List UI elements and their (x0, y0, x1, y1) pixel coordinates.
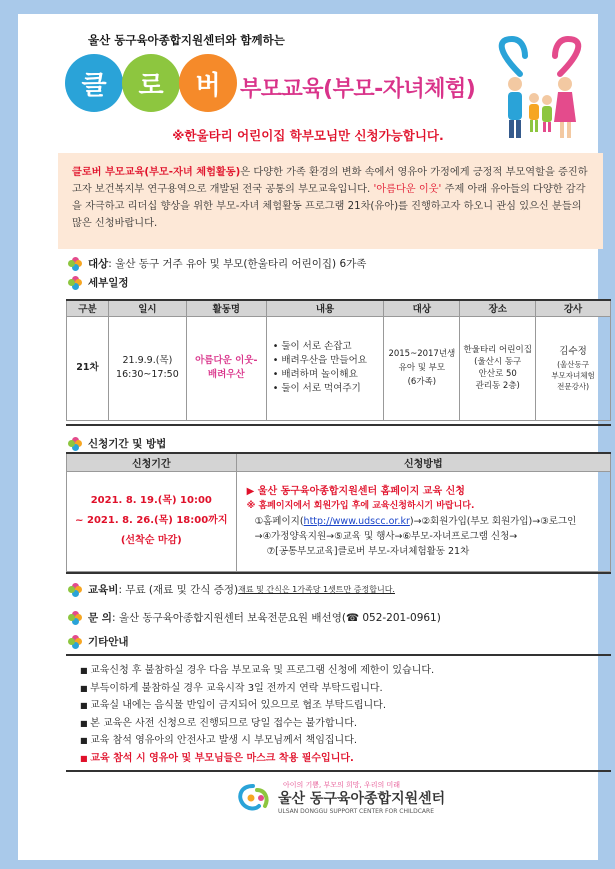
step-text: ①홈페이지( (254, 515, 304, 527)
list-item: ■ 교육실 내에는 음식물 반입이 금지되어 있으므로 협조 부탁드립니다. (80, 697, 610, 715)
list-item: ■ 교육신청 후 불참하실 경우 다음 부모교육 및 프로그램 신청에 제한이 있습니다. (80, 662, 610, 680)
list-item: • 배려하며 놀이해요 (273, 368, 384, 382)
activity-cell (186, 316, 266, 420)
col-header: 활동명 (186, 300, 266, 316)
intro-text-2: 주제 아래 유아들의 다양한 감각을 자극하고 리더십 향상을 위한 부모-자녀 체험활동 프로그램 21차(유아)를 진행하고자 하오니 관심 있으신 분들의 많은 신청바랍니다. (72, 184, 586, 229)
col-header: 강사 (536, 300, 611, 316)
target-line (68, 256, 366, 271)
date-text: 21.9.9.(목) (122, 355, 173, 366)
footer-logo (223, 780, 463, 820)
list-item: ■ 교육 참석 시 영유아 및 부모님들은 마스크 착용 필수입니다. (80, 750, 610, 768)
intro-theme: '아름다운 이웃' (373, 184, 442, 195)
method-step-2: →④가정양육지원→⑤교육 및 행사→⑥부모-자녀프로그램 신청→ (254, 530, 518, 542)
intro-lead: 클로버 부모교육(부모-자녀 체험활동) (72, 167, 241, 178)
method-note: ※ 홈페이지에서 회원가입 후에 교육신청하시기 바랍니다. (246, 500, 475, 511)
place-line-3: 안산로 50 (478, 369, 517, 379)
etc-heading (68, 634, 129, 649)
table-row (67, 471, 611, 571)
etc-bottom-rule (66, 770, 611, 772)
target-line-2: 유아 및 부모 (398, 363, 446, 373)
fee-line (68, 582, 395, 597)
apply-bottom-rule (66, 572, 611, 574)
method-step-1 (247, 514, 600, 529)
header-subtitle: 울산 동구육아종합지원센터와 함께하는 (88, 33, 285, 47)
footer-tagline: 아이의 기쁨, 부모의 희망, 우리의 미래 (283, 781, 401, 789)
period-start: 2021. 8. 19.(목) 10:00 (90, 495, 212, 506)
step-text: )→②회원가입(부모 회원가입)→③로그인 (409, 515, 577, 527)
eligibility-notice: ※한울타리 어린이집 학부모님만 신청가능합니다. (172, 128, 444, 143)
col-header: 장소 (460, 300, 536, 316)
footer-english-name: ULSAN DONGGU SUPPORT CENTER FOR CHILDCARE (278, 808, 434, 815)
flyer-page (18, 14, 598, 860)
contact-line (68, 610, 441, 625)
place-line-2: (울산시 동구 (474, 357, 522, 367)
etc-label: 기타안내 (88, 636, 129, 648)
method-cell (236, 471, 610, 571)
instructor-sub-2: 부모자녀체험 (551, 370, 595, 380)
place-line-1: 한울타리 어린이집 (463, 345, 532, 355)
col-header: 신청기간 (67, 453, 237, 471)
datetime-cell (108, 316, 186, 420)
contact-label: 문 의 (88, 612, 112, 624)
center-logo-icon (233, 782, 273, 816)
clover-circle-2: 로 (122, 54, 180, 112)
flower-bullet-icon (68, 276, 82, 290)
place-line-4: 관리동 2층) (475, 381, 520, 391)
col-header: 신청방법 (236, 453, 610, 471)
schedule-header-row (67, 300, 611, 316)
flower-bullet-icon (68, 635, 82, 649)
col-header: 일시 (108, 300, 186, 316)
period-end: ~ 2021. 8. 26.(목) 18:00까지 (75, 515, 228, 526)
list-item: • 둘이 서로 먹여주기 (273, 382, 384, 396)
fee-label: 교육비 (88, 584, 119, 596)
flower-bullet-icon (68, 583, 82, 597)
time-text: 16:30~17:50 (116, 369, 179, 380)
method-heading: ▶ 울산 동구육아종합지원센터 홈페이지 교육 신청 (246, 485, 465, 497)
list-item: ■ 본 교육은 사전 신청으로 진행되므로 당일 접수는 불가합니다. (80, 715, 610, 733)
etc-top-rule (66, 654, 611, 656)
family-illustration-icon (490, 34, 590, 144)
schedule-heading (68, 275, 129, 290)
col-header: 대상 (384, 300, 460, 316)
list-item: ■ 교육 참석 영유아의 안전사고 발생 시 부모님께서 책임집니다. (80, 732, 610, 750)
contact-text: : 울산 동구육아종합지원센터 보육전문요원 배선영(☎ 052-201-0961) (111, 612, 441, 624)
schedule-bottom-rule (66, 424, 611, 426)
apply-label: 신청기간 및 방법 (88, 438, 167, 450)
apply-heading (68, 436, 166, 451)
clover-circle-3: 버 (179, 54, 237, 112)
etc-list (80, 662, 610, 767)
target-line-3: (6가족) (407, 377, 437, 387)
round-cell: 21차 (67, 316, 109, 420)
flower-bullet-icon (68, 611, 82, 625)
target-cell (384, 316, 460, 420)
activity-line-1: 아름다운 이웃- (195, 355, 258, 366)
method-step-3: ⑦[공통부모교육]클로버 부모-자녀체험활동 21차 (266, 545, 470, 557)
flower-bullet-icon (68, 257, 82, 271)
table-row (67, 316, 611, 420)
period-cell (67, 471, 237, 571)
contents-cell (266, 316, 384, 420)
apply-header-row (67, 453, 611, 471)
list-item: • 둘이 서로 손잡고 (273, 340, 384, 354)
contents-list (267, 340, 384, 396)
list-item: ■ 부득이하게 불참하실 경우 교육시작 3일 전까지 연락 부탁드립니다. (80, 680, 610, 698)
footer-center-name: 울산 동구육아종합지원센터 (278, 791, 446, 807)
main-title: 부모교육(부모-자녀체험) (240, 77, 476, 102)
instructor-sub-3: 전문강사) (557, 381, 590, 391)
target-label: 대상 (88, 258, 109, 270)
instructor-cell (536, 316, 611, 420)
instructor-name: 김수정 (559, 345, 587, 357)
target-text: : 울산 동구 거주 유아 및 부모(한울타리 어린이집) 6가족 (108, 258, 367, 270)
col-header: 구분 (67, 300, 109, 316)
fee-text: : 무료 (재료 및 간식 증정) (118, 584, 239, 596)
place-cell (460, 316, 536, 420)
intro-box (58, 153, 603, 249)
col-header: 내용 (266, 300, 384, 316)
clover-circle-1: 클 (65, 54, 123, 112)
fee-small: 재료 및 간식은 1가족당 1셋트만 증정합니다. (238, 585, 395, 594)
instructor-sub-1: (울산동구 (557, 359, 590, 369)
schedule-label: 세부일정 (88, 277, 129, 289)
schedule-table (66, 299, 611, 421)
activity-line-2: 배려우산 (207, 369, 245, 380)
intro-text-1: 은 다양한 가족 환경의 변화 속에서 영유아 가정에게 긍정적 부모역할을 증진하고자 보건복지부 연구용역으로 개발된 전국 공통의 부모교육입니다. (72, 167, 588, 195)
homepage-link[interactable]: http://www.udscc.or.kr (303, 515, 410, 527)
flower-bullet-icon (68, 437, 82, 451)
period-note: (선착순 마감) (120, 535, 182, 546)
apply-table (66, 452, 611, 572)
target-line-1: 2015~2017년생 (388, 349, 456, 359)
list-item: • 배려우산을 만들어요 (273, 354, 384, 368)
